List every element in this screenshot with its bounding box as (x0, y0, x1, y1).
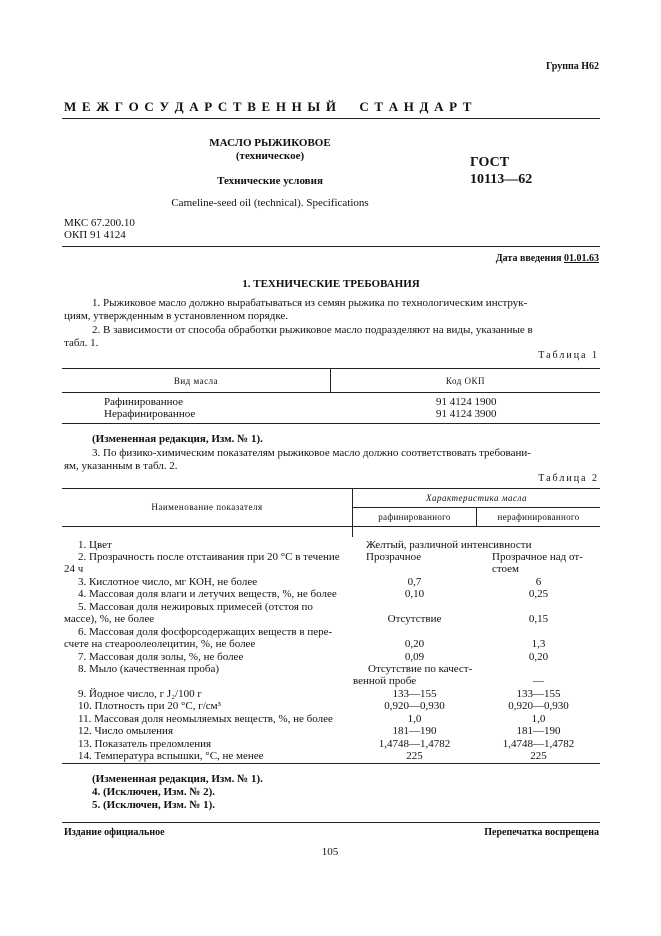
change-note-1: (Измененная редакция, Изм. № 1). (92, 433, 263, 445)
table2-row-7-refined: 0,09 (404, 651, 425, 663)
gost-number: 10113—62 (470, 172, 533, 187)
change-note-2: (Измененная редакция, Изм. № 1). (92, 773, 263, 785)
table2-row-12-unrefined: 181—190 (516, 725, 561, 737)
table2-row-8-unrefined: — (533, 675, 544, 687)
para-2-line-1: 2. В зависимости от способа обработки рыжиковое масло подразделяют на виды, указанные в (92, 324, 533, 336)
table2-row-6-refined: 0,20 (404, 638, 425, 650)
intro-date-label: Дата введения (495, 253, 562, 264)
title-rule (62, 246, 600, 247)
table2-row-4-refined: 0,10 (404, 588, 425, 600)
table2-col-group: Характеристика масла (425, 493, 528, 503)
table2-bottom-rule (62, 763, 600, 764)
table2-row-2-refined: Прозрачное (366, 551, 422, 563)
doc-title: МАСЛО РЫЖИКОВОЕ (209, 137, 331, 149)
table2-row-10-refined: 0,920—0,930 (384, 700, 445, 712)
page-number: 105 (321, 846, 339, 858)
table2-top-rule (62, 488, 600, 489)
banner-rule (62, 118, 600, 119)
para-3-line-1: 3. По физико-химическим показателям рыжиковое масло должно соответствовать требовани- (92, 447, 531, 459)
table2-header-rule (62, 526, 600, 527)
para-1-line-2: циям, утвержденным в установленном порядке. (64, 310, 289, 322)
table2-row-10-unrefined: 0,920—0,930 (508, 700, 569, 712)
table2-row-5-unrefined: 0,15 (528, 613, 549, 625)
table2-row-4-unrefined: 0,25 (528, 588, 549, 600)
table1-col-kind: Вид масла (173, 376, 219, 386)
table1-row-1-name: Рафинированное (104, 396, 184, 408)
table2-row-7-unrefined: 0,20 (528, 651, 549, 663)
table2-row-2-name-cont: 24 ч (64, 563, 84, 575)
table2-row-14-name: 14. Температура вспышки, °С, не менее (78, 750, 264, 762)
table2-row-8-name: 8. Мыло (качественная проба) (78, 663, 220, 675)
section-heading: 1. ТЕХНИЧЕСКИЕ ТРЕБОВАНИЯ (242, 278, 420, 290)
table1-caption: Таблица 1 (538, 350, 599, 361)
table2-row-11-name: 11. Массовая доля неомыляемых веществ, %, не более (78, 713, 333, 725)
table1-row-2-code: 91 4124 3900 (436, 408, 497, 420)
para-3-line-2: ям, указанным в табл. 2. (64, 460, 178, 472)
table2-row-3-name: 3. Кислотное число, мг КОН, не более (78, 576, 258, 588)
table2-row-10-name: 10. Плотность при 20 °С, г/см³ (78, 700, 221, 712)
table2-row-11-refined: 1,0 (407, 713, 422, 725)
table2-row-9-name: 9. Йодное число, г J₂/100 г (78, 688, 202, 700)
table2-row-4-name: 4. Массовая доля влаги и летучих веществ, %, не более (78, 588, 337, 600)
footer-official: Издание официальное (64, 827, 165, 838)
table2-row-14-unrefined: 225 (530, 750, 547, 762)
table1-row-2-name: Нерафинированное (104, 408, 196, 420)
table2-row-1-value: Желтый, различной интенсивности (366, 539, 532, 551)
table2-row-8-refined-cont: венной пробе (353, 675, 417, 687)
table2-row-3-refined: 0,7 (407, 576, 422, 588)
table2-row-5-name: 5. Массовая доля нежировых примесей (отстоя по (78, 601, 313, 613)
table2-row-3-unrefined: 6 (535, 576, 542, 588)
table2-col-refined: рафинированного (378, 512, 451, 522)
standard-banner: М Е Ж Г О С У Д А Р С Т В Е Н Н Ы Й С Т А Н Д А Р Т (64, 99, 473, 114)
table2-row-12-name: 12. Число омыления (78, 725, 174, 737)
table2-row-6-unrefined: 1,3 (531, 638, 546, 650)
table1-bottom-rule (62, 423, 600, 424)
table2-row-6-name-cont: счете на стеароолеолецитин, %, не более (64, 638, 256, 650)
table1-header-rule (62, 392, 600, 393)
gost-label: ГОСТ (470, 155, 510, 170)
footer-reprint: Перепечатка воспрещена (484, 827, 599, 838)
table2-row-13-name: 13. Показатель преломления (78, 738, 212, 750)
table1-col-okp: Код ОКП (445, 376, 486, 386)
table2-body-divider (352, 526, 353, 537)
intro-date-value: 01.01.63 (564, 253, 599, 264)
table2-row-14-refined: 225 (406, 750, 423, 762)
intro-date (496, 253, 599, 265)
table2-row-13-refined: 1,4748—1,4782 (378, 738, 451, 750)
table2-row-13-unrefined: 1,4748—1,4782 (502, 738, 575, 750)
table2-row-2-unrefined-cont: стоем (492, 563, 520, 575)
para-2-line-2: табл. 1. (64, 337, 99, 349)
table2-row-2-name: 2. Прозрачность после отстаивания при 20 °С в течение (78, 551, 340, 563)
table2-row-12-refined: 181—190 (392, 725, 437, 737)
table2-row-9-refined: 133—155 (392, 688, 437, 700)
table2-row-5-refined: Отсутствие (387, 613, 442, 625)
mks-code: МКС 67.200.10 (64, 217, 135, 229)
group-code: Группа Н62 (546, 61, 599, 72)
doc-conditions: Технические условия (217, 175, 323, 187)
okp-code: ОКП 91 4124 (64, 229, 126, 241)
doc-english-title: Cameline-seed oil (technical). Specifications (171, 197, 369, 209)
excluded-note-5: 5. (Исключен, Изм. № 1). (92, 799, 216, 811)
footer-rule (62, 822, 600, 823)
table2-row-1-name: 1. Цвет (78, 539, 112, 551)
table2-row-6-name: 6. Массовая доля фосфорсодержащих веществ в пере- (78, 626, 333, 638)
table2-col-unrefined: нерафинированного (497, 512, 580, 522)
table2-row-8-refined: Отсутствие по качест- (368, 663, 473, 675)
table1-row-1-code: 91 4124 1900 (436, 396, 497, 408)
table2-col-name: Наименование показателя (151, 502, 263, 512)
table1-top-rule (62, 368, 600, 369)
table2-row-11-unrefined: 1,0 (531, 713, 546, 725)
para-1-line-1: 1. Рыжиковое масло должно вырабатываться из семян рыжика по технологическим инструк- (92, 297, 528, 309)
table2-row-5-name-cont: массе), %, не более (64, 613, 155, 625)
doc-subtitle: (техническое) (235, 150, 305, 162)
table2-caption: Таблица 2 (538, 473, 599, 484)
excluded-note-4: 4. (Исключен, Изм. № 2). (92, 786, 216, 798)
table2-row-9-unrefined: 133—155 (516, 688, 561, 700)
table2-row-7-name: 7. Массовая доля золы, %, не более (78, 651, 244, 663)
table2-row-2-unrefined: Прозрачное над от- (492, 551, 583, 563)
